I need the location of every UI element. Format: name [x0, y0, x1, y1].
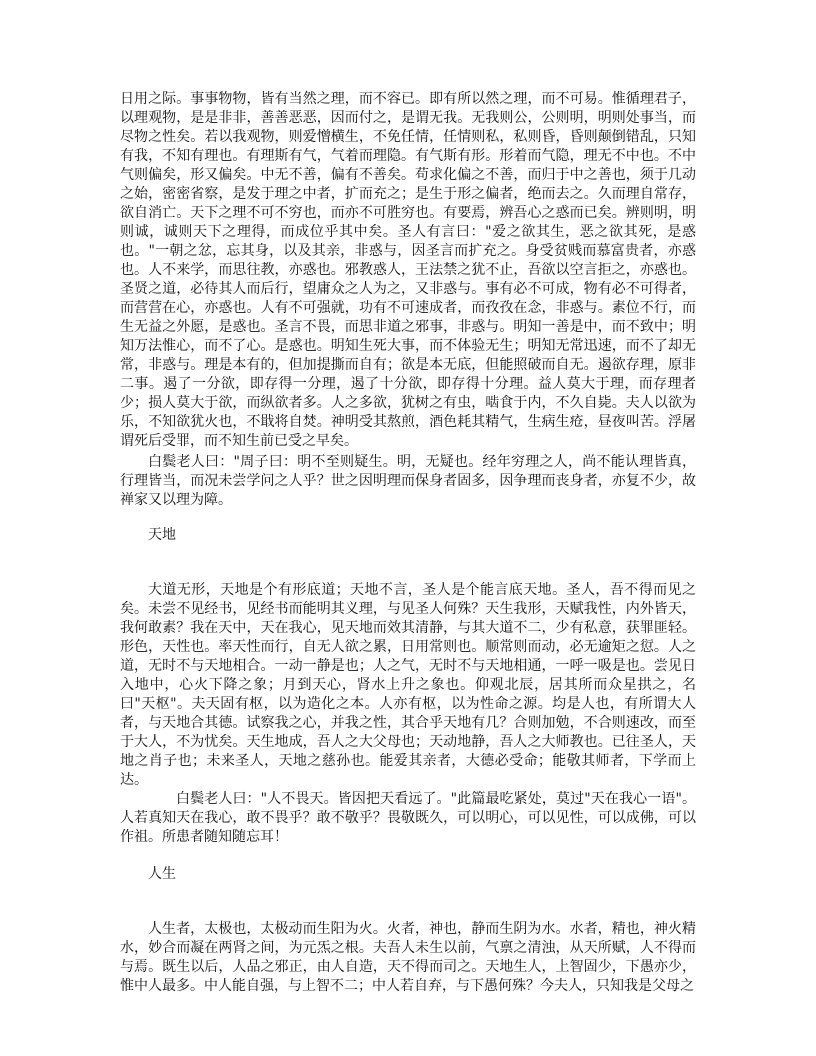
body-paragraph: 大道无形，天地是个有形底道；天地不言，圣人是个能言底天地。圣人，吾不得而见之矣。未尝不见经书，见经书而能明其义理，与见圣人何殊？天生我形，天赋我性，内外皆天，我何敢素？我在天中，天在我心，见天地而效其清静，与其大道不二，少有私意，获罪匪轻。形色，天性也。率天性而行，自无人欲之累，日用常则也。顺常则而动，必无逾矩之愆。人之道，无时不与天地相合。一动一静是也；人之气，无时不与天地相通，一呼一吸是也。尝见日入地中，心火下降之象；月到天心，肾水上升之象也。仰观北辰，居其所而众星拱之，名曰"天枢"。夫天固有枢，以为造化之本。人亦有枢，以为性命之源。均是人也，有所谓大人者，与天地合其德。试察我之心，并我之性，其合乎天地有几？合则加勉，不合则速改，而至于大人，不为忧矣。天生地成，吾人之大父母也；天动地静，吾人之大师教也。已往圣人，天地之肖子也；未来圣人，天地之慈孙也。能爱其亲者，大德必受命；能敬其师者，下学而上达。	[120, 582, 696, 788]
body-paragraph: 日用之际。事事物物，皆有当然之理，而不容已。即有所以然之理，而不可易。惟循理君子，以理观物，是是非非，善善恶恶，因而付之，是谓无我。无我则公，公则明，明则处事当，而尽物之性矣。若以我观物，则爱憎横生，不免任情，任情则私，私则昏，昏则颠倒错乱，只知有我，不知有理也。有理斯有气，气着而理隐。有气斯有形。形着而气隐，理无不中也。不中气则偏矣，形又偏矣。中无不善，偏有不善矣。苟求化偏之不善，而归于中之善也，须于几动之始，密密省察，是发于理之中者，扩而充之；是生于形之偏者，绝而去之。久而理自常存，欲自消亡。天下之理不可不穷也，而亦不可胜穷也。有要焉，辨吾心之惑而已矣。辨则明，明则诚，诚则天下之理得，而成位乎其中矣。圣人有言曰："爱之欲其生，恶之欲其死，是惑也。"一朝之忿，忘其身，以及其亲，非惑与，因圣言而扩充之。身受贫贱而慕富贵者，亦惑也。人不来学，而思往教，亦惑也。邪教惑人，王法禁之犹不止，吾欲以空言拒之，亦惑也。圣贤之道，必待其人而后行，望庸众之人为之，又非惑与。事有必不可成，物有必不可得者，而营营在心，亦惑也。人有不可强就，功有不可速成者，而孜孜在念，非惑与。素位不行，而生无益之外愿，是惑也。圣言不畏，而思非道之邪事，非惑与。明知一善是中，而不致中；明知万法惟心，而不了心。是惑也。明知生死大事，而不体验无生；明知无常迅速，而不了却无常，非惑与。理是本有的，但加提撕而自有；欲是本无底，但能照破而自无。遏欲存理，原非二事。遏了一分欲，即存得一分理，遏了十分欲，即存得十分理。益人莫大于理，而存理者少；损人莫大于欲，而纵欲者多。人之多欲，犹树之有虫，啮食于内，不久自毙。夫人以欲为乐，不知欲犹火也，不戢将自焚。神明受其熬煎，酒色耗其精气，生病生疮，昼夜叫苦。浮屠谓死后受罪，而不知生前已受之早矣。	[120, 91, 696, 449]
section-heading: 人生	[148, 866, 176, 882]
commentary-paragraph: 白鬓老人曰："周子曰：明不至则疑生。明，无疑也。经年穷理之人，尚不能认理皆真，行理皆当，而况未尝学问之人乎？世之因明理而保身者固多，因争理而丧身者，亦复不少，故禅家又以理为障。	[120, 454, 696, 508]
body-paragraph: 人生者，太极也，太极动而生阳为火。火者，神也，静而生阴为水。水者，精也，神火精水，妙合而凝在两肾之间，为元炁之根。夫吾人未生以前，气禀之清浊，从天所赋，人不得而与焉。既生以后，人品之邪正，由人自造，天不得而司之。天地生人，上智固少，下愚亦少，惟中人最多。中人能自强，与上智不二；中人若自弃，与下愚何殊？今夫人，只知我是父母之	[120, 921, 696, 994]
document-page	[120, 90, 696, 996]
commentary-paragraph: 白鬓老人曰："人不畏天。皆因把天看远了。"此篇最吃紧处，莫过"天在我心一语"。人若真知天在我心，敢不畏乎？敢不敬乎？畏敬既久，可以明心，可以见性，可以成佛，可以作祖。所患者随知随忘耳！	[120, 791, 696, 845]
section-heading: 天地	[148, 527, 176, 543]
